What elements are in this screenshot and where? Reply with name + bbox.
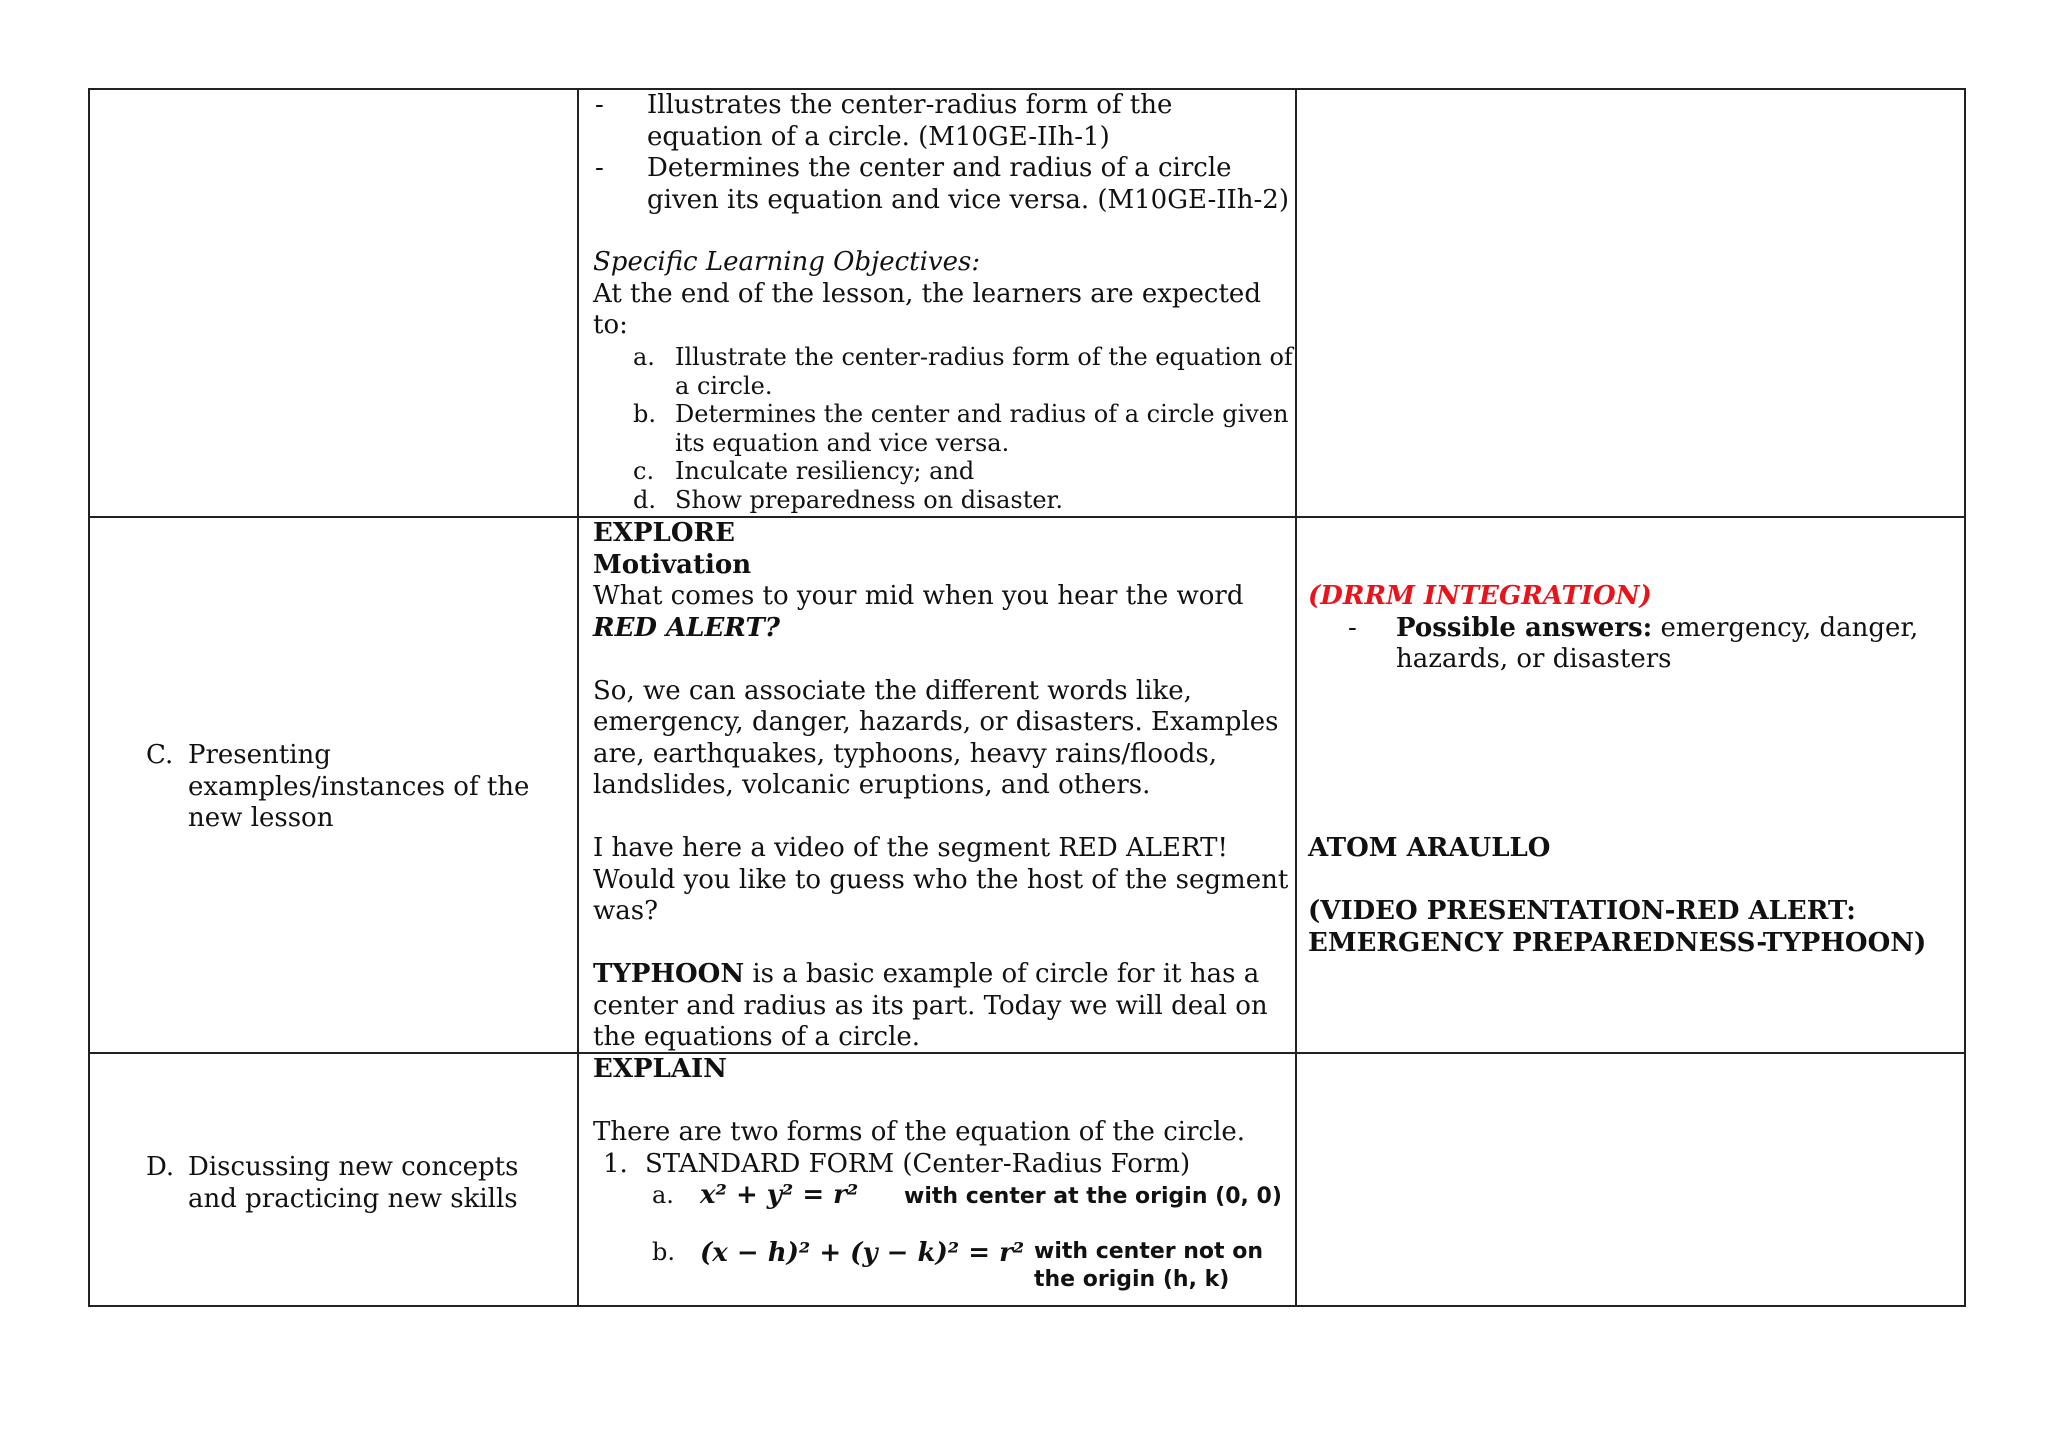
equation-b-formula: (x − h)² + (y − k)² = r² [700, 1238, 1025, 1268]
specific-objectives: Specific Learning Objectives: At the end of the lesson, the learners are expected to: [593, 247, 1293, 342]
objective-item: b. Determines the center and radius of a circle given its equation and vice versa. [633, 400, 1289, 457]
host-answer: ATOM ARAULLO [1308, 833, 1551, 863]
explore-heading: EXPLORE [593, 518, 735, 548]
objective-item: d. Show preparedness on disaster. [633, 485, 1064, 514]
objective-item: c. Inculcate resiliency; and [633, 457, 975, 485]
explain-heading: EXPLAIN [593, 1054, 727, 1084]
drrm-integration-label: (DRRM INTEGRATION) [1308, 581, 1652, 611]
competency-item: - Determines the center and radius of a circle given its equation and vice versa. (M10GE-IIh-2) [595, 153, 1289, 215]
motivation-heading: Motivation [593, 549, 752, 580]
equation-a-note: with center at the origin (0, 0) [904, 1184, 1282, 1209]
section-c-notes [1308, 581, 1958, 676]
equation-b: b. (x − h)² + (y − k)² = r² with center not on the origin (h, k) [652, 1238, 1264, 1292]
column-divider [577, 90, 579, 1305]
section-c-content: EXPLORE Motivation What comes to your mid when you hear the word RED ALERT? So, we can associate the different words like, emergency, danger, hazards, or disasters. Examples are, earthquakes, typhoons, heavy rains/floods, landslides, volcanic eruptions, and others. I have here a video of the segment RED ALERT! Would you like to guess who the host of the segment was? TYPHOON is a basic example of circle for it has a center and radius as its part. Today we will deal on the equations of a circle. [593, 518, 1293, 1054]
competency-item: - Illustrates the center-radius form of the equation of a circle. (M10GE-IIh-1) [595, 90, 1173, 152]
red-alert-text: RED ALERT? [593, 612, 781, 643]
equation-a-formula: x² + y² = r² [700, 1180, 859, 1210]
section-d-content: EXPLAIN There are two forms of the equation of the circle. 1. STANDARD FORM (Center-Radius Form) [593, 1054, 1293, 1180]
video-presentation-note: (VIDEO PRESENTATION-RED ALERT: EMERGENCY PREPAREDNESS-TYPHOON) [1308, 896, 1927, 958]
section-d-label: D. Discussing new concepts and practicing new skills [146, 1152, 519, 1214]
objectives-list [633, 343, 1293, 514]
equation-b-note: with center not on the origin (h, k) [1034, 1239, 1264, 1292]
column-divider [1295, 90, 1297, 1305]
section-c-label: C. Presenting examples/instances of the new lesson [146, 740, 530, 833]
specific-objectives-heading: Specific Learning Objectives: [593, 247, 981, 277]
possible-answers: - Possible answers: emergency, danger, hazards, or disasters [1348, 612, 1919, 674]
objective-item: a. Illustrate the center-radius form of the equation of a circle. [633, 343, 1293, 400]
equation-a: a. x² + y² = r² with center at the origin (0, 0) [652, 1180, 1282, 1210]
competencies-list [595, 90, 1295, 216]
lesson-plan-table [88, 88, 1966, 1307]
